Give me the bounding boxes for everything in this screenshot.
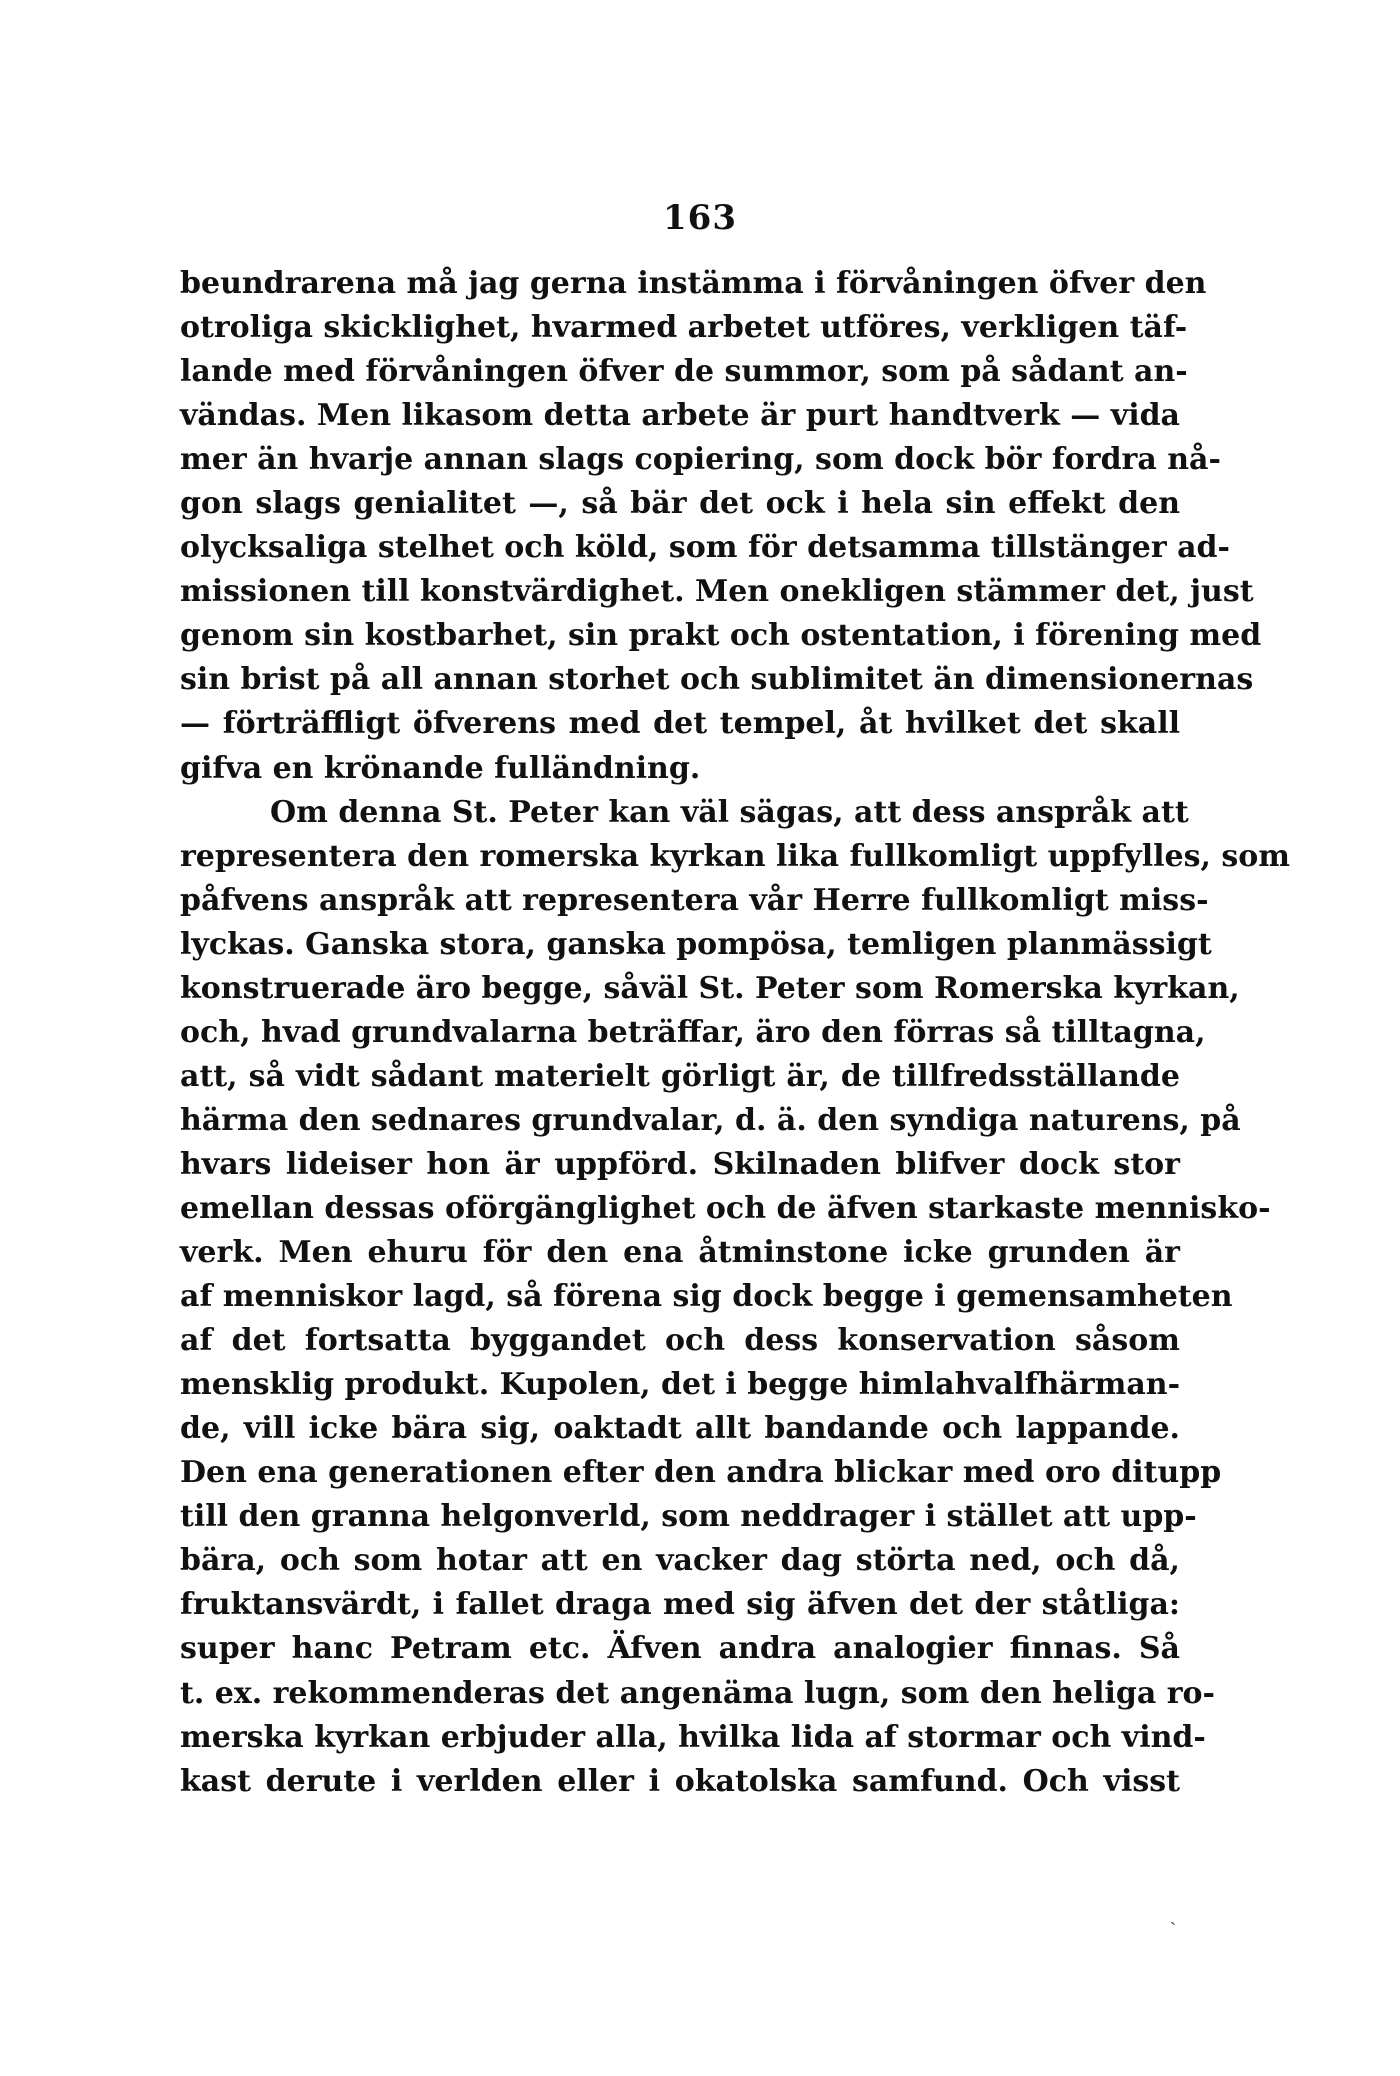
text-line: bära, och som hotar att en vacker dag störta ned, och då, bbox=[180, 1543, 1180, 1579]
body-text bbox=[180, 262, 1290, 1804]
text-line: merska kyrkan erbjuder alla, hvilka lida af stormar och vind- bbox=[180, 1719, 1206, 1755]
text-line: t. ex. rekommenderas det angenäma lugn, som den heliga ro- bbox=[180, 1675, 1215, 1711]
text-line: konstruerade äro begge, såväl St. Peter som Romerska kyrkan, bbox=[180, 970, 1240, 1006]
text-line: verk. Men ehuru för den ena åtminstone icke grunden är bbox=[180, 1235, 1180, 1271]
text-line: härma den sednares grundvalar, d. ä. den syndiga naturens, på bbox=[180, 1102, 1241, 1138]
text-line: emellan dessas oförgänglighet och de äfven starkaste mennisko- bbox=[180, 1190, 1271, 1226]
text-line: af menniskor lagd, så förena sig dock begge i gemensamheten bbox=[180, 1279, 1233, 1315]
text-line: gon slags genialitet —, så bär det ock i hela sin effekt den bbox=[180, 486, 1180, 522]
text-line: lande med förvåningen öfver de summor, som på sådant an- bbox=[180, 354, 1188, 390]
text-line: sin brist på all annan storhet och sublimitet än dimensionernas bbox=[180, 662, 1254, 698]
text-line: mensklig produkt. Kupolen, det i begge himlahvalfhärman- bbox=[180, 1367, 1181, 1403]
text-line: lyckas. Ganska stora, ganska pompösa, temligen planmässigt bbox=[180, 926, 1212, 962]
text-line: vändas. Men likasom detta arbete är purt handtverk — vida bbox=[180, 398, 1180, 434]
text-line: och, hvad grundvalarna beträffar, äro den förras så tilltagna, bbox=[180, 1014, 1206, 1050]
text-line: olycksaliga stelhet och köld, som för detsamma tillstänger ad- bbox=[180, 530, 1230, 566]
text-line: de, vill icke bära sig, oaktadt allt bandande och lappande. bbox=[180, 1411, 1180, 1447]
text-line: påfvens anspråk att representera vår Herre fullkomligt miss- bbox=[180, 882, 1209, 918]
text-line: super hanc Petram etc. Äfven andra analogier finnas. Så bbox=[180, 1631, 1180, 1667]
text-line: beundrarena må jag gerna instämma i förvåningen öfver den bbox=[180, 266, 1207, 301]
text-line: kast derute i verlden eller i okatolska samfund. Och visst bbox=[180, 1763, 1180, 1799]
text-line: till den granna helgonverld, som neddrager i stället att upp- bbox=[180, 1499, 1197, 1535]
text-line: af det fortsatta byggandet och dess konservation såsom bbox=[180, 1323, 1180, 1359]
text-line: hvars lideiser hon är uppförd. Skilnaden blifver dock stor bbox=[180, 1146, 1180, 1182]
text-line: att, så vidt sådant materielt görligt är, de tillfredsställande bbox=[180, 1058, 1180, 1094]
text-line: otroliga skicklighet, hvarmed arbetet utföres, verkligen täf- bbox=[180, 310, 1188, 346]
text-line: genom sin kostbarhet, sin prakt och ostentation, i förening med bbox=[180, 618, 1262, 654]
text-line: missionen till konstvärdighet. Men onekligen stämmer det, just bbox=[180, 574, 1254, 610]
text-line: fruktansvärdt, i fallet draga med sig äfven det der ståtliga: bbox=[180, 1587, 1180, 1623]
text-line: gifva en krönande fulländning. bbox=[180, 750, 701, 786]
text-line: Den ena generationen efter den andra blickar med oro ditupp bbox=[180, 1455, 1222, 1491]
text-line: Om denna St. Peter kan väl sägas, att dess anspråk att bbox=[270, 794, 1189, 830]
text-line: — förträffligt öfverens med det tempel, åt hvilket det skall bbox=[180, 706, 1180, 742]
stray-ink-mark: ˏ bbox=[1170, 1905, 1176, 1926]
text-line: representera den romerska kyrkan lika fullkomligt uppfylles, som bbox=[180, 838, 1290, 874]
text-line: mer än hvarje annan slags copiering, som dock bör fordra nå- bbox=[180, 442, 1221, 478]
page-number: 163 bbox=[663, 198, 737, 238]
